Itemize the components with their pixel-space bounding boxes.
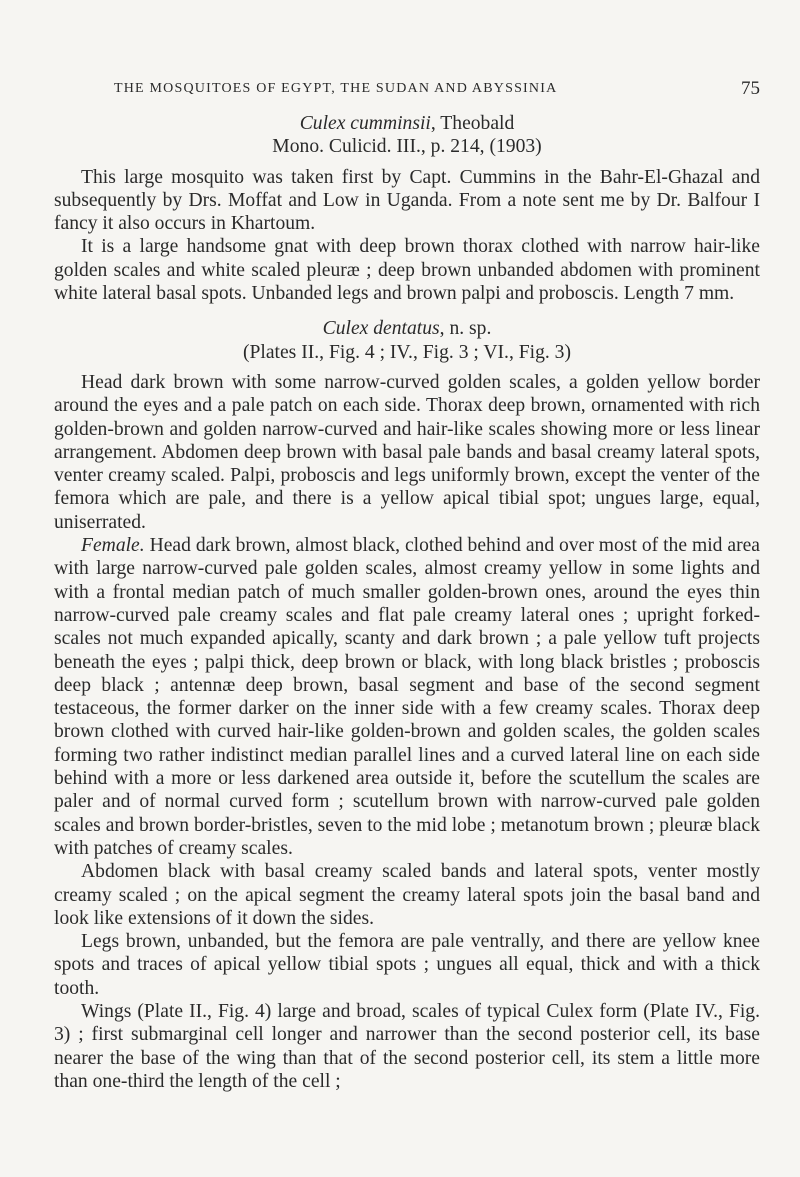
paragraph-female [54, 534, 760, 860]
species-name: Culex cumminsii [299, 113, 431, 134]
running-title: THE MOSQUITOES OF EGYPT, THE SUDAN AND ABYSSINIA [114, 81, 558, 96]
female-label: Female. [81, 535, 145, 557]
plates-reference: (Plates II., Fig. 4 ; IV., Fig. 3 ; VI., Fig. 3) [242, 341, 572, 363]
paragraph: Abdomen black with basal creamy scaled bands and lateral spots, venter mostly creamy scaled ; on the apical segment the creamy lateral spots join the basal band and look like extensions of it down the sides. [54, 861, 760, 929]
paragraph: This large mosquito was taken first by Capt. Cummins in the Bahr-El-Ghazal and subsequently by Drs. Moffat and Low in Uganda. From a note sent me by Dr. Balfour I fancy it also occurs in Khartoum. [54, 166, 760, 235]
species-heading-cumminsii [54, 112, 760, 135]
paragraph: Wings (Plate II., Fig. 4) large and broad, scales of typical Culex form (Plate IV., Fig. 3) ; first submarginal cell longer and narrower than the second posterior cell, its base nearer the base of the wing than that of the second posterior cell, its stem a little more than one-third the length of the cell ; [54, 1000, 760, 1092]
paragraph: Legs brown, unbanded, but the femora are pale ventrally, and there are yellow knee spots and traces of apical yellow tibial spots ; ungues all equal, thick and with a thick tooth. [54, 931, 760, 999]
paragraph: It is a large handsome gnat with deep brown thorax clothed with narrow hair-like golden scales and white scaled pleuræ ; deep brown unbanded abdomen with prominent white lateral basal spots. Unbanded legs and brown palpi and proboscis. Length 7 mm. [54, 236, 760, 305]
running-head [114, 78, 760, 102]
species-heading-dentatus [54, 317, 760, 340]
species-reference: Mono. Culicid. III., p. 214, (1903) [272, 136, 542, 158]
species-name: Culex dentatus [322, 318, 440, 340]
female-description: Head dark brown, almost black, clothed behind and over most of the mid area with large narrow-curved pale golden scales, almost creamy yellow in some lights and with a frontal median patch of much smaller golden-brown ones, around the eyes thin narrow-curved pale creamy scales and flat pale creamy lateral ones ; upright forked-scales not much expanded apically, scanty and dark brown ; a pale yellow tuft projects beneath the eyes ; palpi thick, deep brown or black, with long black bristles ; proboscis deep black ; antennæ deep brown, basal segment and base of the second segment testaceous, the former darker on the inner side with a few creamy scales. Thorax deep brown clothed with curved hair-like golden-brown and golden scales, the golden scales forming two rather indistinct median parallel lines and a curved lateral line on each side behind with a more or less darkened area outside it, before the scutellum the scales are paler and of normal curved form ; scutellum brown with narrow-curved pale golden scales and brown border-bristles, seven to the mid lobe ; metanotum brown ; pleuræ black with patches of creamy scales. [54, 535, 760, 859]
paragraph: Head dark brown with some narrow-curved golden scales, a golden yellow border around the eyes and a pale patch on each side. Thorax deep brown, ornamented with rich golden-brown and golden narrow-curved and hair-like scales showing more or less linear arrangement. Abdomen deep brown with basal pale bands and basal creamy lateral spots, venter creamy scaled. Palpi, proboscis and legs uniformly brown, except the venter of the femora which are pale, and there is a yellow apical tibial spot; ungues large, equal, uniserrated. [54, 371, 760, 533]
species-author: , n. sp. [439, 318, 492, 340]
species-author: , Theobald [430, 113, 515, 134]
page-body [54, 112, 760, 1093]
page-number: 75 [741, 78, 760, 99]
